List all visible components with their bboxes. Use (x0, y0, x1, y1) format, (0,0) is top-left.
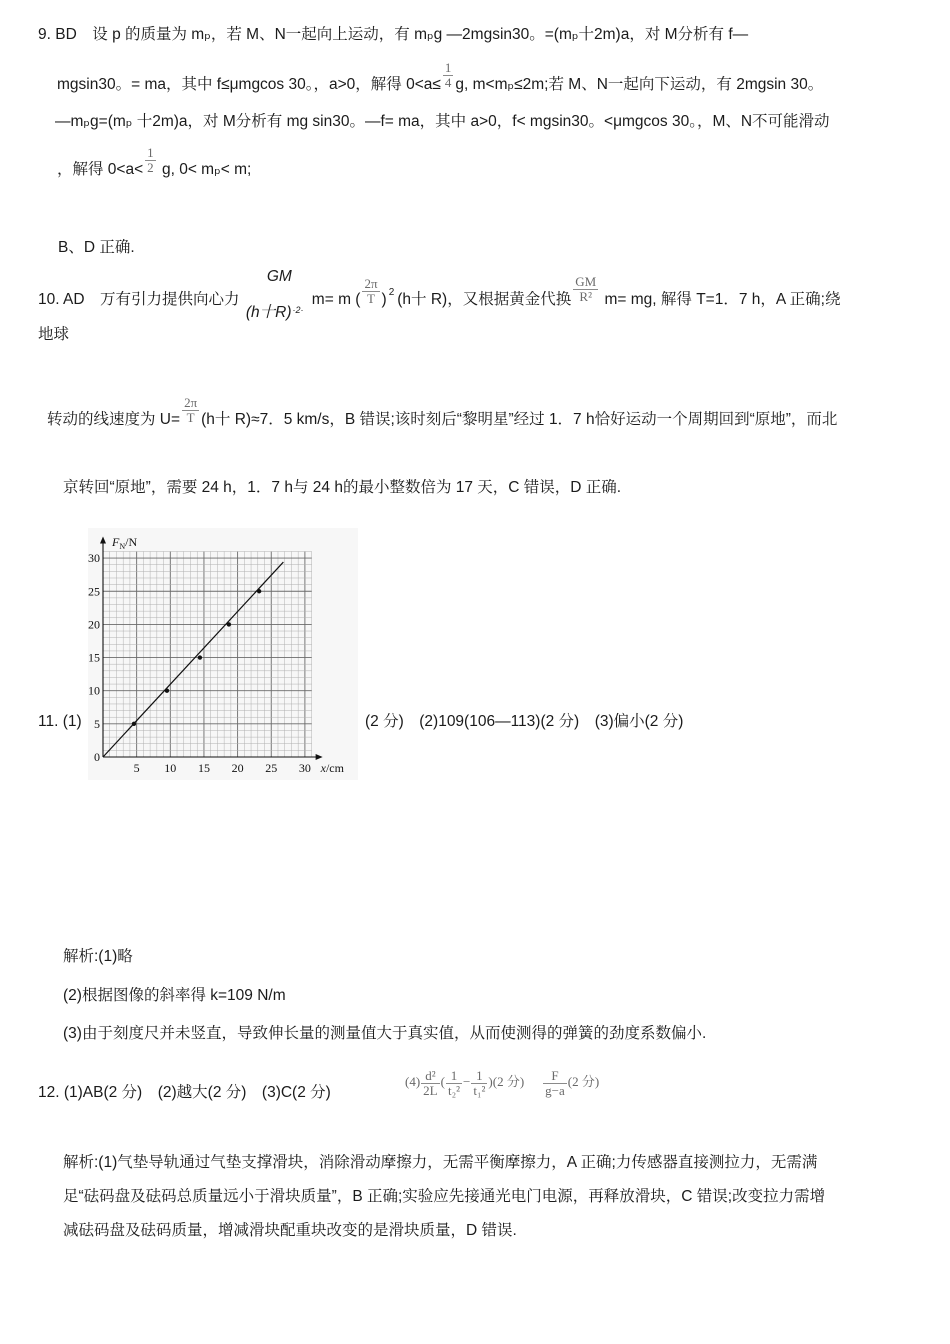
q9-line-3: —mₚg=(mₚ 十2m)a，对 M分析有 mg sin30。—f= ma，其中 a>0，f< mgsin30。<μmgcos 30。，M、N不可能滑动 (55, 113, 830, 130)
q9-fraction-one-half (145, 146, 156, 175)
fraction-numerator: 2π (364, 276, 378, 292)
q9-line-4 (57, 145, 252, 180)
y-tick-label: 25 (88, 584, 100, 599)
fraction-denominator: T (367, 291, 375, 307)
spring-force-extension-chart (88, 528, 358, 780)
q10-line-1-end: m= mg, 解得 T=1．7 h，A 正确;绕 (604, 291, 841, 308)
formula-fraction-one-over-t1 (471, 1069, 487, 1098)
x-axis-label (320, 761, 345, 775)
y-axis-label-subscript: N (119, 542, 126, 551)
gravity-denominator-text: (h十R) (245, 304, 292, 321)
fraction-denominator: 4 (444, 75, 452, 91)
q10-close-paren: ) (381, 291, 387, 308)
data-point (257, 589, 261, 593)
data-point (165, 689, 169, 693)
y-axis-label (111, 535, 137, 551)
fraction-numerator: F (543, 1069, 567, 1084)
q11-label: 11. (1) (38, 713, 82, 730)
q9-line-2-start: mgsin30。= ma，其中 f≤μmgcos 30。，a>0，解得 0<a≤ (57, 76, 441, 93)
fraction-numerator: GM (575, 274, 597, 290)
gravity-numerator: GM (266, 268, 292, 285)
y-tick-label: 20 (88, 617, 100, 632)
q10-fraction-two-pi-over-t (362, 277, 379, 306)
fraction-numerator: 2π (184, 395, 198, 411)
q10-line-4: 京转回“原地”，需要 24 h，1．7 h与 24 h的最小整数倍为 17 天，C 错误，D 正确. (63, 479, 622, 496)
q11-analysis-line-2: (2)根据图像的斜率得 k=109 N/m (63, 987, 286, 1004)
q11-analysis-line-1: 解析:(1)略 (63, 948, 133, 965)
gravity-denominator-exponent: ·2· (292, 305, 304, 315)
q12-analysis-line-3: 减砝码盘及砝码质量，增减滑块配重块改变的是滑块质量，D 错误. (63, 1222, 517, 1239)
q10-square-exponent: 2 (388, 287, 395, 298)
fraction-numerator: 1 (446, 1069, 462, 1084)
q9-line-2 (57, 60, 824, 95)
gravity-expression (245, 268, 304, 321)
y-tick-label: 30 (88, 551, 100, 566)
formula-fraction-d2-over-2l (421, 1069, 439, 1098)
q10-line-3-end: (h十 R)≈7．5 km/s，B 错误;该时刻后“黎明星”经过 1．7 h恰好运动一个周期回到“原地”，而北 (201, 411, 838, 428)
q10-line-2: 地球 (38, 326, 70, 343)
q12-analysis-line-2: 足“砝码盘及砝码总质量远小于滑块质量”，B 正确;实验应先接通光电门电源，再释放滑块，C 错误;改变拉力需增 (63, 1188, 826, 1205)
x-tick-label: 30 (298, 761, 311, 775)
q9-line-1: 9. BD 设 p 的质量为 mₚ，若 M、N一起向上运动，有 mₚg —2mgsin30。=(mₚ十2m)a，对 M分析有 f— (38, 26, 749, 43)
formula-fraction-f-over-g-minus-a (543, 1069, 567, 1098)
q9-fraction-one-quarter (443, 61, 454, 90)
q10-line-1-middle: (h十 R)，又根据黄金代换 (397, 291, 572, 308)
q11-analysis-line-3: (3)由于刻度尺并未竖直，导致伸长量的测量值大于真实值，从而使测得的弹簧的劲度系数偏小. (63, 1025, 707, 1042)
q12-formula-answer (405, 1067, 600, 1098)
q10-line-3-start: 转动的线速度为 U= (47, 411, 181, 428)
data-point (198, 655, 202, 659)
formula-minus: − (463, 1074, 471, 1089)
y-tick-label: 0 (94, 750, 100, 764)
formula-right-paren-score: )(2 分) (488, 1074, 525, 1089)
data-point (227, 622, 231, 626)
data-point (132, 722, 136, 726)
q10-fraction-gm-over-r2 (573, 275, 598, 304)
q10-line-1-mass-term: m= m ( (311, 291, 361, 308)
fraction-denominator: T (186, 410, 195, 426)
formula-fraction-one-over-t2 (446, 1069, 462, 1098)
fraction-denominator: 2 (147, 160, 154, 176)
fraction-numerator: 1 (471, 1069, 487, 1084)
q9-line-4-end: g, 0< mₚ< m; (161, 161, 252, 178)
fraction-numerator: d² (421, 1069, 439, 1084)
fraction-denominator: R² (579, 289, 592, 305)
q9-line-4-start: ，解得 0<a< (57, 161, 144, 178)
fraction-denominator: g−a (545, 1082, 565, 1098)
q9-conclusion: B、D 正确. (58, 239, 135, 256)
y-tick-label: 10 (88, 683, 100, 698)
q11-answers: (2 分) (2)109(106—113)(2 分) (3)偏小(2 分) (365, 713, 684, 730)
q12-answers: 12. (1)AB(2 分) (2)越大(2 分) (3)C(2 分) (38, 1084, 331, 1101)
x-axis-label-unit: /cm (325, 761, 344, 775)
formula-part-label: (4) (405, 1074, 421, 1089)
fraction-denominator: t₂² (447, 1082, 461, 1098)
formula-score: (2 分) (567, 1074, 600, 1089)
fraction-denominator: 2L (423, 1082, 438, 1098)
chart-background (88, 528, 358, 780)
x-tick-label: 15 (197, 761, 210, 775)
y-tick-label: 15 (88, 650, 100, 665)
fraction-numerator: 1 (147, 145, 154, 161)
q12-analysis-line-1: 解析:(1)气垫导轨通过气垫支撑滑块，消除滑动摩擦力，无需平衡摩擦力，A 正确;力传感器直接测拉力，无需满 (63, 1154, 818, 1171)
y-tick-label: 5 (94, 716, 100, 731)
q9-line-2-end: g, m<mₚ≤2m;若 M、N一起向下运动，有 2mgsin 30。 (455, 76, 824, 93)
formula-left-paren: ( (440, 1074, 445, 1089)
x-tick-label: 20 (231, 761, 244, 775)
x-tick-label: 10 (164, 761, 177, 775)
fraction-denominator: t₁² (473, 1082, 486, 1098)
x-tick-label: 25 (265, 761, 278, 775)
q10-fraction-velocity (182, 396, 199, 425)
x-axis-label-symbol: x (320, 761, 326, 775)
y-axis-label-unit: /N (125, 535, 138, 549)
q10-line-1-start: 10. AD 万有引力提供向心力 (38, 291, 240, 308)
gravity-denominator (246, 304, 304, 321)
fraction-numerator: 1 (444, 60, 452, 76)
y-axis-label-symbol: F (112, 535, 120, 549)
x-tick-label: 5 (133, 761, 140, 775)
